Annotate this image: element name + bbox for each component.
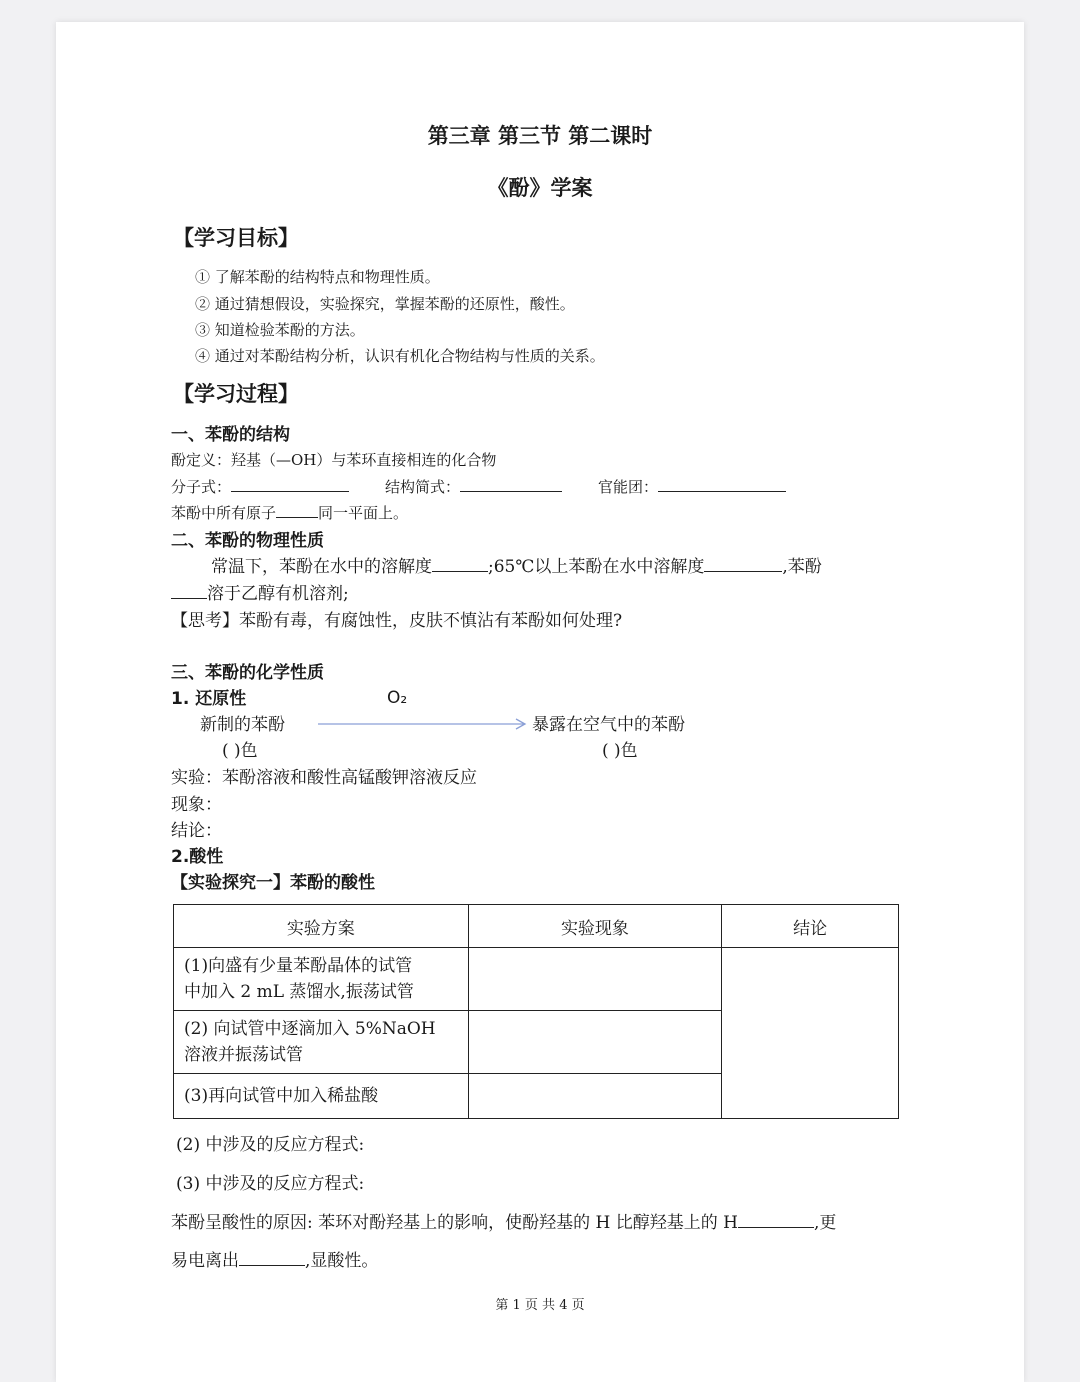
experiment-table [173,904,899,1119]
objective-item-4: ④ 通过对苯酚结构分析，认识有机化合物结构与性质的关系。 [195,347,605,365]
plan-cell-1: (1)向盛有少量苯酚晶体的试管 中加入 2 mL 蒸馏水,振荡试管 [174,948,469,1011]
exposed-color-blank[interactable]: ( )色 [602,741,638,761]
ionize-blank[interactable] [239,1251,305,1266]
objective-item-2: ② 通过猜想假设，实验探究，掌握苯酚的还原性，酸性。 [195,295,575,313]
o2-label: O₂ [387,688,408,708]
equation-2-label: (2) 中涉及的反应方程式: [176,1135,365,1155]
page-number: 第 1 页 共 4 页 [495,1298,585,1313]
acidity-reason-line-2: 易电离出 ,显酸性。 [171,1251,379,1271]
functional-group-blank[interactable] [658,477,786,492]
fresh-color-blank[interactable]: ( )色 [222,741,258,761]
document-title: 第三章 第三节 第二课时 [427,124,653,148]
document-subtitle: 《酚》学案 [487,176,593,200]
coplanar-line: 苯酚中所有原子 同一平面上。 [171,504,409,522]
plan-cell-3: (3)再向试管中加入稀盐酸 [174,1074,469,1119]
table-header-phenomenon: 实验现象 [468,905,722,948]
table-header-row [174,905,899,948]
process-heading: 【学习过程】 [173,382,299,406]
equation-3-label: (3) 中涉及的反应方程式: [176,1174,365,1194]
phenomenon-cell-2[interactable] [468,1011,722,1074]
structure-heading: 一、苯酚的结构 [171,425,290,445]
chemical-heading: 三、苯酚的化学性质 [171,663,324,683]
document-page [56,22,1024,1382]
fresh-phenol-label: 新制的苯酚 [200,715,285,735]
exposed-phenol-label: 暴露在空气中的苯酚 [532,715,685,735]
oxidation-arrow-icon [318,718,528,730]
objectives-heading: 【学习目标】 [173,226,299,250]
physical-heading: 二、苯酚的物理性质 [171,531,324,551]
conclusion-cell[interactable] [722,948,899,1119]
acidity-reason-line-1: 苯酚呈酸性的原因: 苯环对酚羟基上的影响，使酚羟基的 H 比醇羟基上的 H ,更 [171,1213,837,1233]
objective-item-3: ③ 知道检验苯酚的方法。 [195,321,365,339]
explore-heading: 【实验探究一】苯酚的酸性 [171,873,375,893]
acidity-compare-blank[interactable] [738,1213,814,1228]
formula-blank[interactable] [231,477,349,492]
table-row [174,948,899,1011]
table-header-plan: 实验方案 [174,905,469,948]
plan-cell-2: (2) 向试管中逐滴加入 5%NaOH 溶液并振荡试管 [174,1011,469,1074]
table-header-conclusion: 结论 [722,905,899,948]
formula-row: 分子式： 结构简式： 官能团： [171,476,786,497]
simple-formula-blank[interactable] [460,477,562,492]
objective-item-1: ① 了解苯酚的结构特点和物理性质。 [195,268,440,286]
acidity-heading: 2.酸性 [171,847,224,867]
ethanol-solubility-blank[interactable] [171,584,207,599]
coplanar-blank[interactable] [276,503,318,518]
solubility-hot-blank[interactable] [704,557,782,572]
kmno4-experiment: 实验：苯酚溶液和酸性高锰酸钾溶液反应 [171,768,477,788]
think-question: 【思考】苯酚有毒，有腐蚀性，皮肤不慎沾有苯酚如何处理? [171,611,623,631]
solubility-line-2: 溶于乙醇有机溶剂; [171,579,349,604]
conclusion-label: 结论： [171,821,222,841]
phenol-definition: 酚定义：羟基（—OH）与苯环直接相连的化合物 [171,451,497,469]
phenomenon-label: 现象： [171,795,222,815]
phenomenon-cell-1[interactable] [468,948,722,1011]
solubility-room-temp-blank[interactable] [432,557,488,572]
reducing-heading: 1. 还原性 [171,689,247,709]
phenomenon-cell-3[interactable] [468,1074,722,1119]
solubility-line-1: 常温下，苯酚在水中的溶解度 ;65℃以上苯酚在水中溶解度 ,苯酚 [211,557,822,577]
